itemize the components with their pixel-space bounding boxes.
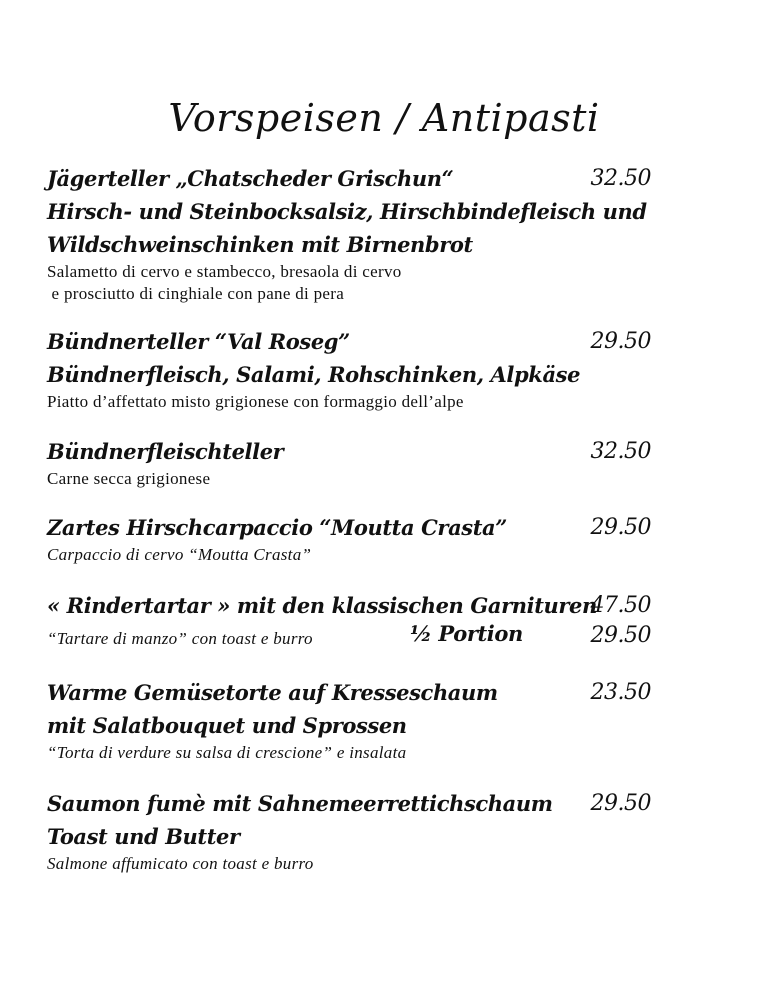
- half-portion-label: ½ Portion: [410, 621, 523, 646]
- item-description-it: e prosciutto di cinghiale con pane di pera: [47, 284, 345, 303]
- item-name-de: Warme Gemüsetorte auf Kresseschaum: [47, 680, 498, 705]
- item-price: 47.50: [590, 593, 651, 618]
- item-price: 29.50: [590, 791, 651, 816]
- item-description-it: Salametto di cervo e stambecco, bresaola di cervo: [47, 262, 402, 281]
- item-description-it: “Torta di verdure su salsa di crescione” e insalata: [47, 743, 407, 762]
- item-price-half: 29.50: [590, 623, 651, 648]
- item-name-de: « Rindertartar » mit den klassischen Garnituren: [47, 593, 597, 618]
- item-name-de: Zartes Hirschcarpaccio “Moutta Crasta”: [47, 515, 507, 540]
- item-price: 23.50: [590, 680, 651, 705]
- item-price: 32.50: [590, 166, 651, 191]
- item-name-de: Saumon fumè mit Sahnemeerrettichschaum: [47, 791, 553, 816]
- item-price: 32.50: [590, 439, 651, 464]
- item-description-de: mit Salatbouquet und Sprossen: [47, 713, 407, 738]
- item-description-it: Salmone affumicato con toast e burro: [47, 854, 314, 873]
- item-price: 29.50: [590, 515, 651, 540]
- item-name-de: Bündnerteller “Val Roseg”: [47, 329, 350, 354]
- item-description-de: Toast und Butter: [47, 824, 240, 849]
- item-description-it: Carpaccio di cervo “Moutta Crasta”: [47, 545, 312, 564]
- item-description-de: Bündnerfleisch, Salami, Rohschinken, Alpkäse: [47, 362, 581, 387]
- item-description-de: Hirsch- und Steinbocksalsiz, Hirschbindefleisch und: [47, 199, 647, 224]
- item-description-it: Piatto d’affettato misto grigionese con formaggio dell’alpe: [47, 392, 464, 411]
- item-name-de: Jägerteller „Chatscheder Grischun“: [47, 166, 454, 191]
- item-price: 29.50: [590, 329, 651, 354]
- item-description-it: Carne secca grigionese: [47, 469, 211, 488]
- item-name-de: Bündnerfleischteller: [47, 439, 284, 464]
- item-description-de: Wildschweinschinken mit Birnenbrot: [47, 232, 473, 257]
- item-description-it: “Tartare di manzo” con toast e burro: [47, 629, 313, 648]
- page-title: Vorspeisen / Antipasti: [168, 96, 600, 140]
